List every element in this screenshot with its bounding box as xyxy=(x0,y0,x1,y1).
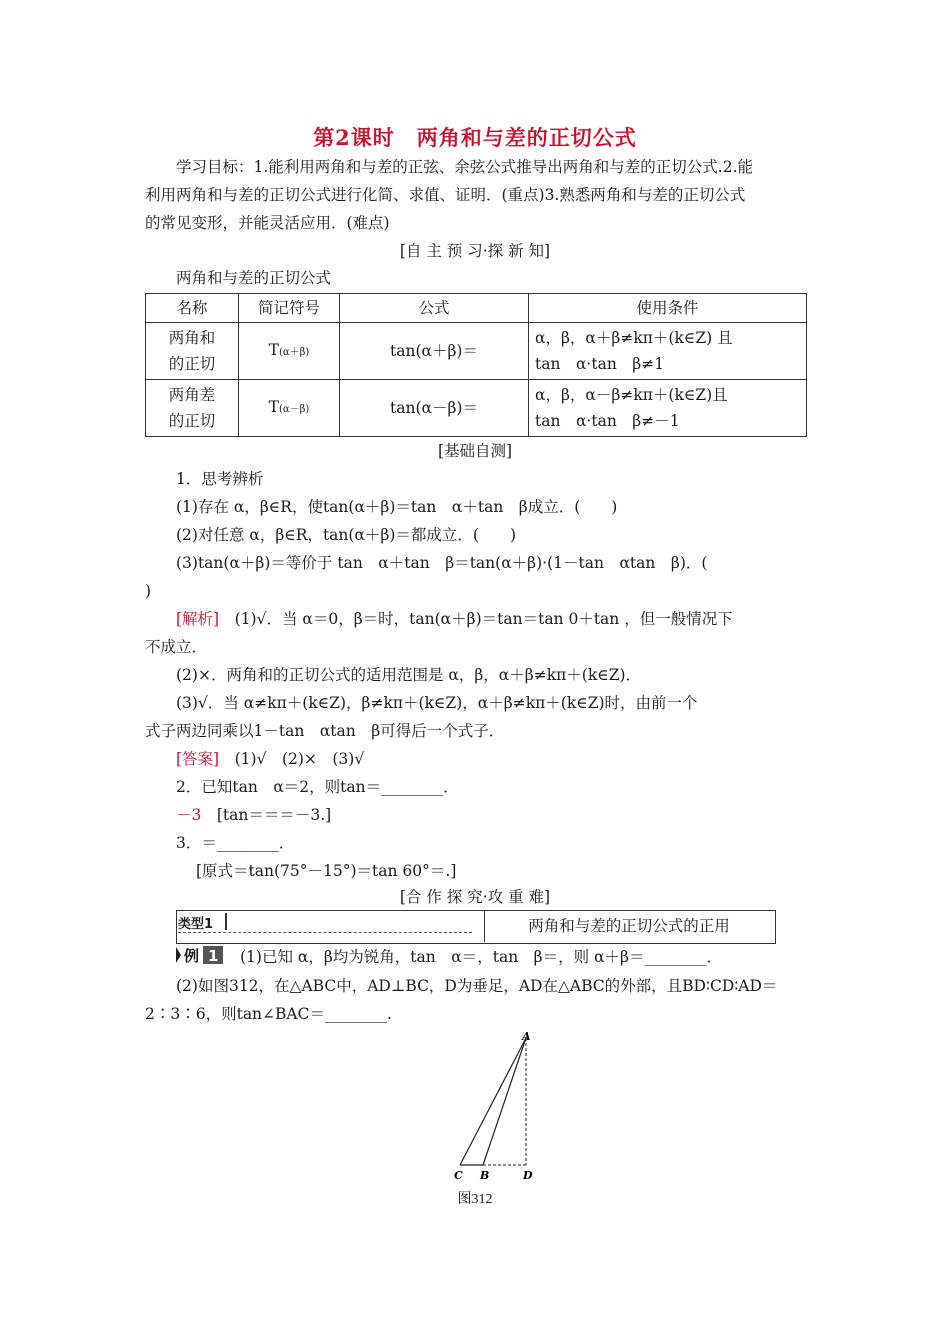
figure-caption: 图312 xyxy=(457,1192,493,1207)
type-title: 两角和与差的正切公式的正用 xyxy=(528,917,730,935)
analysis-tag: [解析] xyxy=(176,610,220,628)
table-cell-name: 两角差 的正切 xyxy=(146,380,239,437)
section-selftest-heading: [基础自测] xyxy=(437,442,513,460)
table-header: 公式 xyxy=(340,294,529,323)
page-title: 第2课时 两角和与差的正切公式 xyxy=(313,125,637,150)
question-1-item-cont: ) xyxy=(145,582,152,600)
table-cell-condition: α，β，α＋β≠kπ＋(k∈Z) 且 tan α·tan β≠1 xyxy=(529,323,807,380)
type-label: 类型1 xyxy=(178,917,214,932)
objectives-line-1: 学习目标：1.能利用两角和与差的正弦、余弦公式推导出两角和与差的正切公式.2.能 xyxy=(176,158,754,176)
example-1-part-1: (1)已知 α，β均为锐角，tan α＝，tan β＝，则 α＋β＝________． xyxy=(240,948,722,966)
type-dashed-line xyxy=(178,932,472,933)
question-1-item: (1)存在 α，β∈R，使tan(α＋β)＝tan α＋tan β成立．( ) xyxy=(176,498,618,516)
label-d: D xyxy=(523,1169,533,1182)
question-2: 2．已知tan α＝2，则tan＝________． xyxy=(176,778,459,796)
table-cell-formula: tan(α－β)＝ xyxy=(340,380,529,437)
example-badge xyxy=(176,945,226,965)
table-cell-symbol: T(α－β) xyxy=(239,380,340,437)
table-cell-symbol: T(α＋β) xyxy=(239,323,340,380)
question-1-item: (3)tan(α＋β)＝等价于 tan α＋tan β＝tan(α＋β)·(1－tan αtan β)．( xyxy=(176,554,708,572)
question-2-answer: －3 xyxy=(176,806,202,824)
triangle-figure xyxy=(445,1028,545,1188)
type-label-bar xyxy=(225,913,227,930)
answer-line: [答案] (1)√ (2)× (3)√ xyxy=(176,750,365,768)
objectives-line-2: 利用两角和与差的正切公式进行化简、求值、证明．(重点)3.熟悉两角和与差的正切公式 xyxy=(145,186,746,204)
table-row xyxy=(146,323,807,380)
question-1-item: (2)对任意 α，β∈R，tan(α＋β)＝都成立．( ) xyxy=(176,526,517,544)
table-row xyxy=(146,380,807,437)
table-header: 名称 xyxy=(146,294,239,323)
label-b: B xyxy=(480,1169,490,1182)
table-header: 简记符号 xyxy=(239,294,340,323)
example-badge-number: 1 xyxy=(208,947,219,965)
objectives-line-3: 的常见变形，并能灵活应用．(难点) xyxy=(145,214,390,232)
example-1-part-2: (2)如图312，在△ABC中，AD⊥BC，D为垂足，AD在△ABC的外部，且BD∶CD∶AD＝ xyxy=(176,977,778,995)
analysis-line: 不成立． xyxy=(145,638,208,656)
table-cell-condition: α，β，α－β≠kπ＋(k∈Z)且 tan α·tan β≠－1 xyxy=(529,380,807,437)
label-c: C xyxy=(454,1169,463,1182)
section-explore-heading: [合 作 探 究·攻 重 难] xyxy=(399,888,551,906)
table-caption: 两角和与差的正切公式 xyxy=(176,269,332,287)
formula-table xyxy=(145,293,807,437)
example-badge-label: 例 xyxy=(184,947,200,965)
section-preview-heading: [自 主 预 习·探 新 知] xyxy=(399,242,551,260)
label-a: A xyxy=(522,1030,531,1043)
question-3-solution: [原式＝tan(75°－15°)＝tan 60°＝.] xyxy=(196,862,457,880)
table-header: 使用条件 xyxy=(529,294,807,323)
analysis-line: (2)×．两角和的正切公式的适用范围是 α，β，α＋β≠kπ＋(k∈Z)． xyxy=(176,666,642,684)
answer-tag: [答案] xyxy=(176,750,220,768)
question-3: 3．＝________． xyxy=(176,834,295,852)
table-cell-name: 两角和 的正切 xyxy=(146,323,239,380)
example-1-part-2-cont: 2∶3∶6，则tan∠BAC＝________. xyxy=(145,1005,392,1023)
question-2-solution: －3 [tan＝＝＝－3.] xyxy=(176,806,332,824)
table-cell-formula: tan(α＋β)＝ xyxy=(340,323,529,380)
analysis-line: 式子两边同乘以1－tan αtan β可得后一个式子． xyxy=(145,722,505,740)
question-1-heading: 1．思考辨析 xyxy=(176,470,264,488)
analysis-line: (3)√．当 α≠kπ＋(k∈Z)，β≠kπ＋(k∈Z)，α＋β≠kπ＋(k∈Z)时，由前一个 xyxy=(176,694,698,712)
analysis-line: [解析] (1)√．当 α＝0，β＝时，tan(α＋β)＝tan＝tan 0＋tan ，但一般情况下 xyxy=(176,610,733,628)
table-header-row xyxy=(146,294,807,323)
